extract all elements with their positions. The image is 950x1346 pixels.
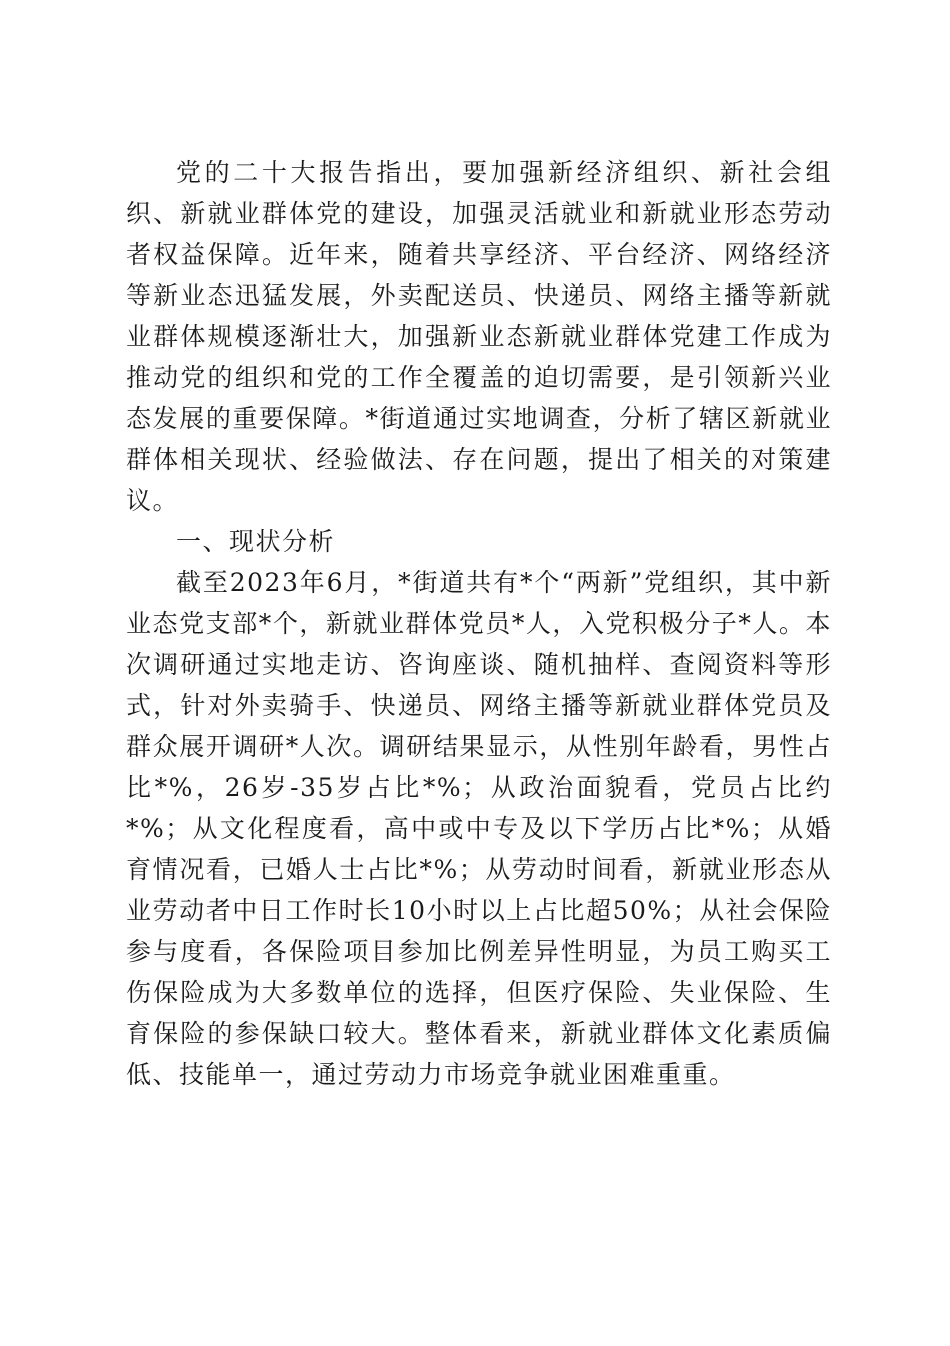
section-paragraph: 截至2023年6月，*街道共有*个“两新”党组织，其中新业态党支部*个，新就业群体党员*人，入党积极分子*人。本次调研通过实地走访、咨询座谈、随机抽样、查阅资料等形式，针对外卖骑手、快递员、网络主播等新就业群体党员及群众展开调研*人次。调研结果显示，从性别年龄看，男性占比*%，26岁-35岁占比*%；从政治面貌看，党员占比约*%；从文化程度看，高中或中专及以下学历占比*%；从婚育情况看，已婚人士占比*%；从劳动时间看，新就业形态从业劳动者中日工作时长10小时以上占比超50%；从社会保险参与度看，各保险项目参加比例差异性明显，为员工购买工伤保险成为大多数单位的选择，但医疗保险、失业保险、生育保险的参保缺口较大。整体看来，新就业群体文化素质偏低、技能单一，通过劳动力市场竞争就业困难重重。 xyxy=(126,568,832,1089)
document-body xyxy=(126,152,832,1095)
intro-paragraph: 党的二十大报告指出，要加强新经济组织、新社会组织、新就业群体党的建设，加强灵活就业和新就业形态劳动者权益保障。近年来，随着共享经济、平台经济、网络经济等新业态迅猛发展，外卖配送员、快递员、网络主播等新就业群体规模逐渐壮大，加强新业态新就业群体党建工作成为推动党的组织和党的工作全覆盖的迫切需要，是引领新兴业态发展的重要保障。*街道通过实地调查，分析了辖区新就业群体相关现状、经验做法、存在问题，提出了相关的对策建议。 xyxy=(126,158,832,515)
section-heading: 一、现状分析 xyxy=(176,527,336,556)
